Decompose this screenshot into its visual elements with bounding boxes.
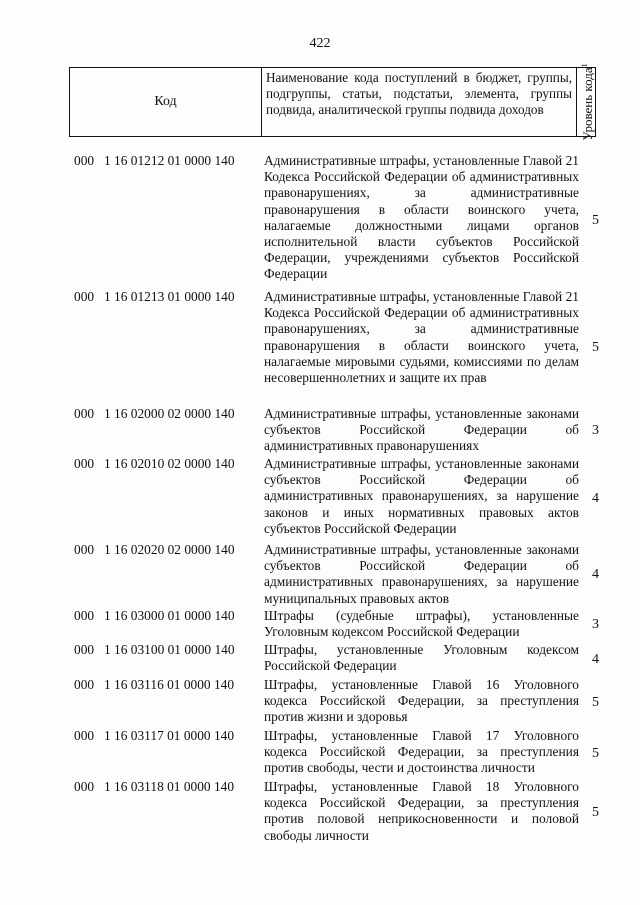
admin-code: 000 — [74, 642, 95, 657]
admin-code: 000 — [74, 779, 95, 794]
code-level: 5 — [592, 694, 599, 710]
table-row — [74, 779, 614, 847]
admin-code: 000 — [74, 406, 95, 421]
header-name: Наименование кода поступлений в бюджет, группы, подгруппы, статьи, подстатьи, элемента, группы подвида, аналитической группы подвида доходов — [262, 68, 577, 136]
revenue-name: Штрафы (судебные штрафы), установленные Уголовным кодексом Российской Федерации — [264, 608, 579, 640]
revenue-code: 1 16 02020 02 0000 140 — [104, 542, 235, 557]
revenue-name: Штрафы, установленные Главой 16 Уголовного кодекса Российской Федерации, за преступления против жизни и здоровья — [264, 677, 579, 725]
admin-code: 000 — [74, 456, 95, 471]
table-row — [74, 153, 614, 289]
table-row — [74, 728, 614, 779]
revenue-name: Штрафы, установленные Главой 18 Уголовного кодекса Российской Федерации, за преступления против половой неприкосновенности и половой свободы личности — [264, 779, 579, 843]
table-row — [74, 677, 614, 728]
revenue-code: 1 16 02010 02 0000 140 — [104, 456, 235, 471]
code-level: 3 — [592, 423, 599, 438]
code-level: 5 — [592, 213, 599, 228]
header-level-label: Уровень кода — [580, 67, 596, 141]
code-level: 3 — [592, 617, 599, 632]
code-level: 5 — [592, 745, 599, 761]
table-header — [69, 63, 596, 141]
header-level-footnote: 1 — [579, 63, 589, 68]
page-number: 422 — [309, 36, 331, 51]
revenue-name: Административные штрафы, установленные Главой 21 Кодекса Российской Федерации об административных правонарушениях, за административные правонарушения в области воинского учета, налагаемые мировыми судьями, комиссиями по делам несовершеннолетних и защите их прав — [264, 289, 579, 386]
revenue-code: 1 16 03000 01 0000 140 — [104, 608, 235, 623]
admin-code: 000 — [74, 542, 95, 557]
revenue-name: Административные штрафы, установленные законами субъектов Российской Федерации об административных правонарушениях, за нарушение муниципальных правовых актов — [264, 542, 579, 606]
revenue-name: Штрафы, установленные Уголовным кодексом Российской Федерации — [264, 642, 579, 674]
table-row — [74, 289, 614, 406]
revenue-code: 1 16 03118 01 0000 140 — [104, 779, 235, 794]
revenue-code: 1 16 02000 02 0000 140 — [104, 406, 235, 421]
revenue-name: Административные штрафы, установленные законами субъектов Российской Федерации об административных правонарушениях — [264, 406, 579, 454]
code-level: 4 — [592, 651, 599, 667]
revenue-code: 1 16 01212 01 0000 140 — [104, 153, 235, 168]
header-level — [577, 63, 596, 141]
admin-code: 000 — [74, 728, 95, 743]
header-code: Код — [70, 68, 262, 136]
revenue-code: 1 16 03117 01 0000 140 — [104, 728, 235, 743]
revenue-code: 1 16 03100 01 0000 140 — [104, 642, 235, 657]
code-level: 5 — [592, 339, 599, 355]
table-row — [74, 406, 614, 456]
code-level: 5 — [592, 805, 599, 820]
revenue-name: Штрафы, установленные Главой 17 Уголовного кодекса Российской Федерации, за преступления против свободы, чести и достоинства личности — [264, 728, 579, 776]
table-row — [74, 456, 614, 542]
table-row — [74, 608, 614, 642]
table-row — [74, 642, 614, 677]
admin-code: 000 — [74, 153, 95, 168]
code-level: 4 — [592, 491, 599, 506]
admin-code: 000 — [74, 677, 95, 692]
header-level-text — [578, 63, 594, 140]
revenue-name: Административные штрафы, установленные законами субъектов Российской Федерации об административных правонарушениях, за нарушение законов и иных нормативных правовых актов субъектов Российской Федерации — [264, 456, 579, 536]
revenue-code: 1 16 01213 01 0000 140 — [104, 289, 235, 304]
admin-code: 000 — [74, 608, 95, 623]
table-row — [74, 542, 614, 608]
code-level: 4 — [592, 567, 599, 582]
admin-code: 000 — [74, 289, 95, 304]
table-body — [74, 153, 614, 847]
revenue-code: 1 16 03116 01 0000 140 — [104, 677, 235, 692]
revenue-name: Административные штрафы, установленные Главой 21 Кодекса Российской Федерации об административных правонарушениях, за административные правонарушения в области воинского учета, налагаемые должностными лицами органов исполнительной власти субъектов Российской Федерации, учреждениями субъектов Российской Федерации — [264, 153, 579, 282]
